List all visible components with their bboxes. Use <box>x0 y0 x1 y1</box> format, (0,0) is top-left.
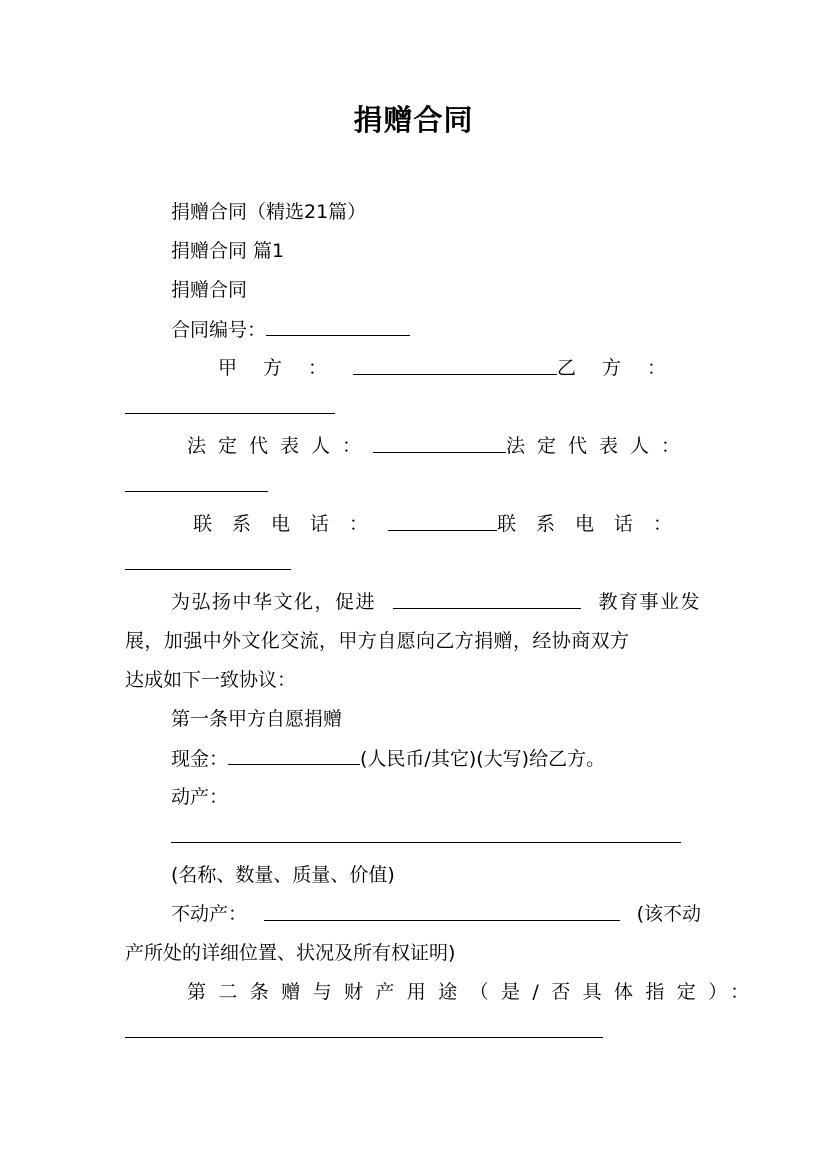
contract-number-row <box>171 316 410 343</box>
sub-title: 捐赠合同 <box>171 279 248 301</box>
immovable-suffix: (该不动 <box>636 903 701 925</box>
contract-number-label: 合同编号： <box>171 319 267 341</box>
movable-blank <box>171 823 681 843</box>
movable-label: 动产： <box>171 786 229 808</box>
immovable-continuation: 产所处的详细位置、状况及所有权证明) <box>125 942 456 964</box>
clause-2-blank <box>125 1018 603 1038</box>
party-a-blank <box>353 355 557 375</box>
legal-rep-row <box>187 433 692 459</box>
party-a-phone-label: 联系电话： <box>193 513 389 535</box>
clause-2-heading: 第二条赠与财产用途（是/否具体指定）： <box>187 981 762 1003</box>
cash-label: 现金： <box>171 748 229 770</box>
preamble-blank <box>393 589 581 609</box>
preamble-line-1 <box>171 589 701 615</box>
preamble-line-2: 展，加强中外文化交流，甲方自愿向乙方捐赠，经协商双方 <box>125 630 630 652</box>
intro-line: 捐赠合同（精选21篇） <box>171 201 367 223</box>
preamble-text-2: 教育事业发 <box>598 591 701 613</box>
party-b-blank <box>125 394 335 414</box>
preamble-text-1: 为弘扬中华文化，促进 <box>171 591 377 613</box>
party-b-legal-rep-blank <box>125 472 268 492</box>
contract-number-blank <box>266 316 410 336</box>
cash-row <box>171 745 605 772</box>
party-a-phone-blank <box>388 511 497 531</box>
cash-blank <box>228 745 360 765</box>
party-row <box>218 355 692 381</box>
immovable-row <box>171 901 701 927</box>
phone-row <box>193 511 692 537</box>
immovable-blank <box>264 901 620 921</box>
article-heading: 捐赠合同 篇1 <box>171 240 285 262</box>
party-b-label: 乙方： <box>556 357 692 379</box>
clause-1-heading: 第一条甲方自愿捐赠 <box>171 708 343 730</box>
immovable-label: 不动产： <box>171 903 248 925</box>
party-b-phone-blank <box>125 550 291 570</box>
cash-suffix: (人民币/其它)(大写)给乙方。 <box>360 748 606 770</box>
party-a-legal-rep-blank <box>373 433 506 453</box>
movable-note: (名称、数量、质量、价值) <box>171 864 395 886</box>
party-b-phone-label: 联系电话： <box>496 513 692 535</box>
document-title: 捐赠合同 <box>353 103 474 137</box>
party-a-legal-rep-label: 法定代表人： <box>187 435 374 457</box>
party-a-label: 甲方： <box>218 357 354 379</box>
party-b-legal-rep-label: 法定代表人： <box>505 435 692 457</box>
preamble-line-3: 达成如下一致协议： <box>125 669 297 691</box>
